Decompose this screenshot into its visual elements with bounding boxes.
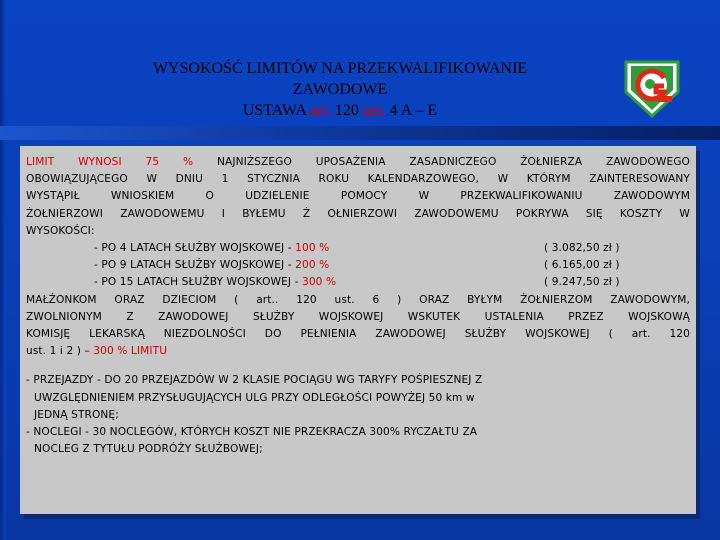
p2-line-3: KOMISJĘ LEKARSKĄ NIEZDOLNOŚCI DO PEŁNIENIA ZAWODOWEJ SŁUŻBY WOJSKOWEJ ( art. 120: [26, 328, 690, 341]
limit-item-label: - PO 4 LATACH SŁUŻBY WOJSKOWEJ -: [94, 242, 296, 255]
p4-line-1: - NOCLEGI - 30 NOCLEGÓW, KTÓRYCH KOSZT NIE PRZEKRACZA 300% RYCZAŁTU ZA: [26, 426, 478, 439]
limit-item-percent: 200 %: [295, 259, 330, 272]
left-stripe: [0, 0, 6, 540]
title-line-1: WYSOKOŚĆ LIMITÓW NA PRZEKWALIFIKOWANIE: [152, 60, 528, 77]
header-divider-bar: [0, 126, 720, 140]
content-panel: [20, 146, 696, 514]
content-text: [26, 154, 690, 458]
p1-line-4: ŻOŁNIERZOWI ZAWODOWEMU I BYŁEMU Ż OŁNIERZOWI ZAWODOWEMU POKRYWA SIĘ KOSZTY W: [26, 207, 690, 220]
p1-line-2: OBOWIĄZUJĄCEGO W DNIU 1 STYCZNIA ROKU KALENDARZOWEGO, W KTÓRYM ZAINTERESOWANY: [26, 173, 690, 186]
slide-title: [60, 58, 620, 121]
p3-line-1: - PRZEJAZDY - DO 20 PRZEJAZDÓW W 2 KLASIE POCIĄGU WG TARYFY POŚPIESZNEJ Z: [26, 374, 483, 387]
limit-item-label: - PO 9 LATACH SŁUŻBY WOJSKOWEJ -: [94, 259, 296, 272]
title-ust-number: 4 A – E: [385, 102, 438, 119]
p3-line-3: JEDNĄ STRONĘ;: [34, 408, 119, 421]
paragraph-gap: [26, 360, 690, 372]
p2-line-4-text: ust. 1 i 2 ) –: [26, 345, 94, 358]
limit-item: [26, 274, 690, 291]
limit-item-percent: 300 %: [301, 276, 337, 289]
p3-line-2: UWZGLĘDNIENIEM PRZYSŁUGUJĄCYCH ULG PRZY ODLEGŁOŚCI POWYŻEJ 50 km w: [34, 391, 475, 404]
p1-line-1-text: NAJNIŻSZEGO UPOSAŻENIA ZASADNICZEGO ŻOŁNIERZA ZAWODOWEGO: [216, 156, 690, 168]
limit-item-amount: ( 3.082,50 zł ): [544, 242, 620, 255]
p4-line-2: NOCLEG Z TYTUŁU PODRÓŻY SŁUŻBOWEJ;: [34, 443, 263, 456]
limit-item: [26, 240, 690, 257]
p2-line-1: MAŁŻONKOM ORAZ DZIECIOM ( art.. 120 ust. 6 ) ORAZ BYŁYM ŻOŁNIERZOM ZAWODOWYM,: [26, 293, 690, 306]
title-art-number: 120: [330, 102, 363, 119]
limit-item-percent: 100 %: [295, 242, 330, 255]
limit-item: [26, 257, 690, 274]
title-line-2: ZAWODOWE: [292, 81, 388, 98]
limit-item-amount: ( 6.165,00 zł ): [544, 259, 620, 272]
limit-total: 300 % LIMITU: [93, 345, 168, 358]
p1-line-1: [26, 154, 690, 171]
limit-percent: LIMIT WYNOSI 75 %: [26, 156, 217, 168]
title-act-label: USTAWA: [242, 102, 311, 119]
p2-line-4: [26, 343, 690, 360]
title-line-3: [60, 100, 620, 121]
military-emblem-logo: [620, 58, 684, 118]
p1-line-3: WYSTĄPIŁ WNIOSKIEM O UDZIELENIE POMOCY W PRZEKWALIFIKOWANIU ZAWODOWYM: [26, 190, 690, 203]
p2-line-2: ZWOLNIONYM Z ZAWODOWEJ SŁUŻBY WOJSKOWEJ WSKUTEK USTALENIA PRZEZ WOJSKOWĄ: [26, 310, 690, 323]
limit-item-label: - PO 15 LATACH SŁUŻBY WOJSKOWEJ -: [94, 276, 302, 289]
p1-line-5: WYSOKOŚCI:: [26, 224, 95, 237]
limit-item-amount: ( 9.247,50 zł ): [544, 276, 620, 289]
title-art-label: art.: [310, 102, 331, 119]
title-ust-label: ust.: [362, 102, 386, 119]
